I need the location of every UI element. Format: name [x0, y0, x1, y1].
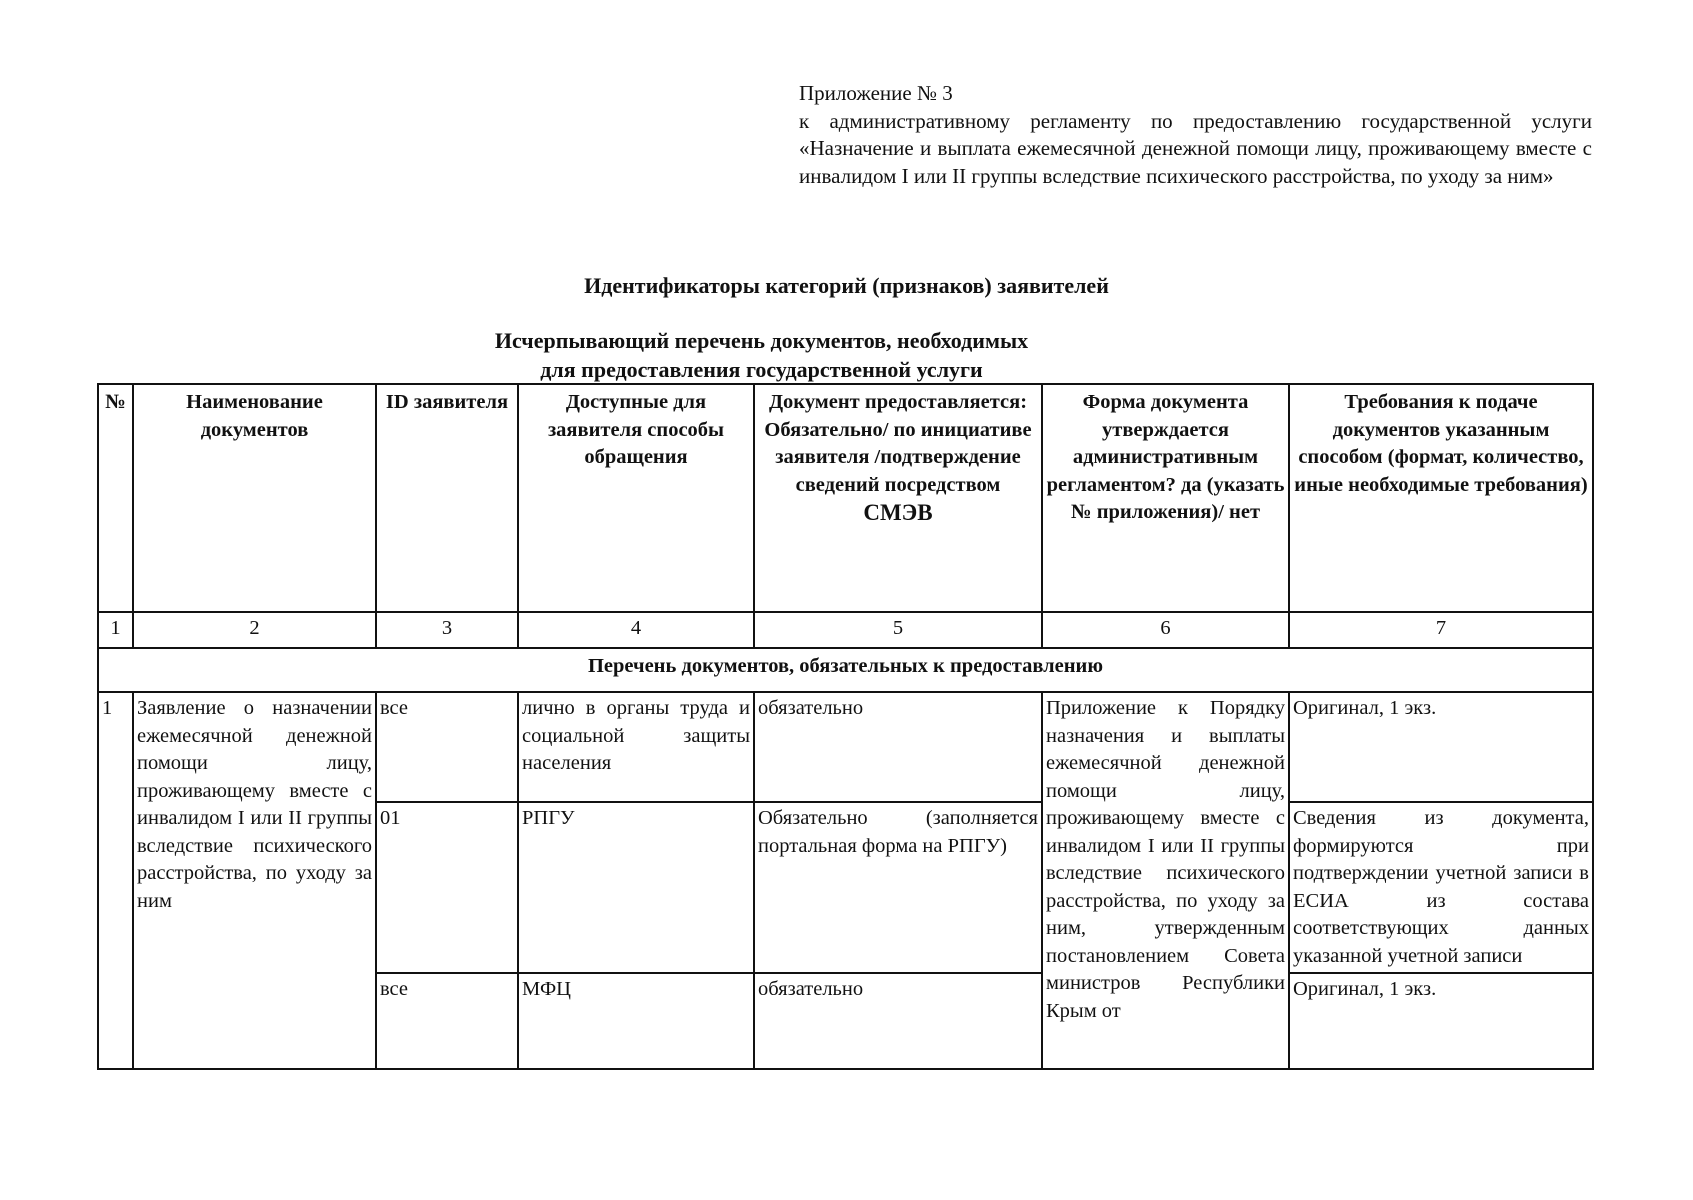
form-approval: Приложение к Порядку назначения и выплаты ежемесячной денежной помощи лицу, проживающему вместе с инвалидом I или II группы вследствие психического расстройства, по уходу за ним, утвержденным постановлением Совета министров Республики Крым от	[1042, 692, 1289, 1069]
table-header-row	[98, 384, 1593, 612]
table-row	[98, 692, 1593, 802]
column-number: 1	[98, 612, 133, 648]
section-title: Перечень документов, обязательных к предоставлению	[98, 648, 1593, 692]
applicant-id: 01	[376, 802, 518, 973]
appendix-reference: к административному регламенту по предоставлению государственной услуги «Назначение и выплата ежемесячной денежной помощи лицу, проживающему вместе с инвалидом I или II группы вследствие психического расстройства, по уходу за ним»	[799, 108, 1592, 188]
header-provision	[754, 384, 1042, 612]
column-number: 5	[754, 612, 1042, 648]
column-number: 4	[518, 612, 754, 648]
header-form: Форма документа утверждается административным регламентом? да (указать № приложения)/ нет	[1042, 384, 1289, 612]
header-provision-smev: СМЭВ	[863, 500, 933, 525]
header-number: №	[98, 384, 133, 612]
provision: обязательно	[754, 973, 1042, 1069]
header-applicant-id: ID заявителя	[376, 384, 518, 612]
column-number: 3	[376, 612, 518, 648]
documents-table	[97, 383, 1594, 1070]
header-methods: Доступные для заявителя способы обращения	[518, 384, 754, 612]
applicant-id: все	[376, 692, 518, 802]
header-provision-text: Документ предоставляется: Обязательно/ по инициативе заявителя /подтверждение сведений посредством	[764, 391, 1032, 496]
column-number: 6	[1042, 612, 1289, 648]
column-number-row	[98, 612, 1593, 648]
method: МФЦ	[518, 973, 754, 1069]
requirements: Оригинал, 1 экз.	[1289, 973, 1593, 1069]
requirements: Сведения из документа, формируются при подтверждении учетной записи в ЕСИА из состава соответствующих данных указанной учетной записи	[1289, 802, 1593, 973]
requirements: Оригинал, 1 экз.	[1289, 692, 1593, 802]
section-row	[98, 648, 1593, 692]
method: РПГУ	[518, 802, 754, 973]
applicant-id: все	[376, 973, 518, 1069]
column-number: 2	[133, 612, 376, 648]
document-name: Заявление о назначении ежемесячной денежной помощи лицу, проживающему вместе с инвалидом I или II группы вследствие психического расстройства, по уходу за ним	[133, 692, 376, 1069]
title-identifiers: Идентификаторы категорий (признаков) заявителей	[584, 273, 1109, 298]
appendix-header	[799, 80, 1592, 190]
title-documents-line2: для предоставления государственной услуги	[540, 357, 983, 382]
provision: Обязательно (заполняется портальная форма на РПГУ)	[754, 802, 1042, 973]
header-document-name: Наименование документов	[133, 384, 376, 612]
title-documents-line1: Исчерпывающий перечень документов, необходимых	[494, 328, 1029, 353]
header-requirements: Требования к подаче документов указанным способом (формат, количество, иные необходимые требования)	[1289, 384, 1593, 612]
appendix-number: Приложение № 3	[799, 81, 953, 105]
provision: обязательно	[754, 692, 1042, 802]
row-number: 1	[98, 692, 133, 1069]
method: лично в органы труда и социальной защиты населения	[518, 692, 754, 802]
column-number: 7	[1289, 612, 1593, 648]
